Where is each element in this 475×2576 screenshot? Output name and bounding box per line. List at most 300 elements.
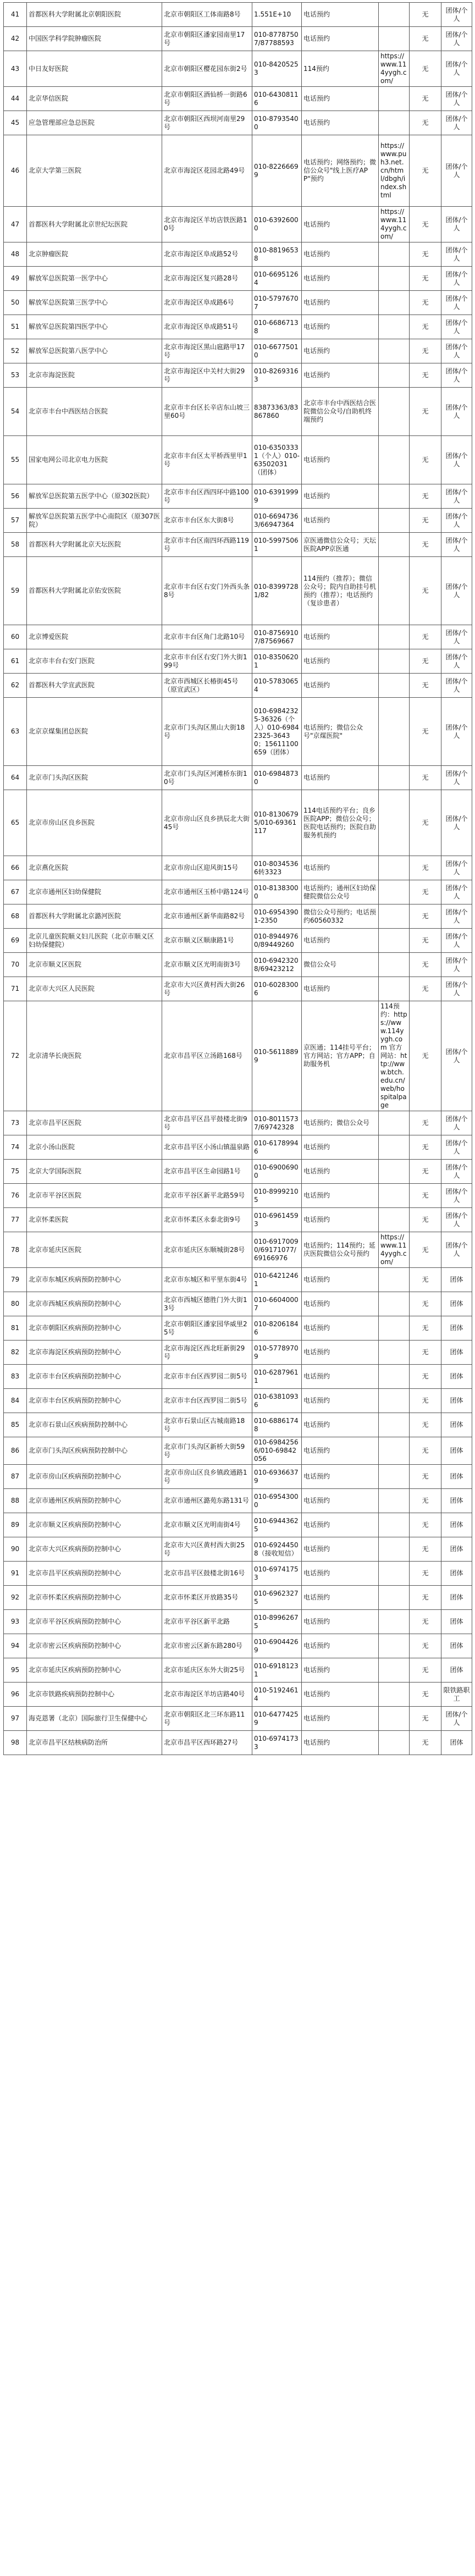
institution-address: 北京市海淀区阜成路6号 xyxy=(162,291,252,315)
booking-method: 电话预约 xyxy=(302,1537,379,1562)
institution-name: 解放军总医院第五医学中心南院区（原307医院） xyxy=(27,509,162,533)
booking-website xyxy=(379,1135,410,1160)
booking-method: 电话预约 xyxy=(302,1184,379,1208)
institution-address: 北京市丰台区太平桥西里甲1号 xyxy=(162,436,252,484)
row-number: 87 xyxy=(4,1465,27,1489)
booking-website xyxy=(379,267,410,291)
service-target: 团体/个人 xyxy=(441,1160,472,1184)
table-row xyxy=(4,87,472,111)
booking-method: 电话预约 xyxy=(302,1465,379,1489)
booking-method: 电话预约 xyxy=(302,87,379,111)
contact-phone: 010-69170090/69171077/69166976 xyxy=(252,1232,302,1268)
service-target: 团体/个人 xyxy=(441,51,472,87)
table-row xyxy=(4,1232,472,1268)
institution-name: 应急管理部应急总医院 xyxy=(27,111,162,135)
institution-address: 北京市昌平区小汤山镇温泉路 xyxy=(162,1135,252,1160)
booking-website xyxy=(379,1731,410,1755)
institution-address: 北京市朝阳区樱花园东街2号 xyxy=(162,51,252,87)
booking-website xyxy=(379,1707,410,1731)
fee-cell: 无 xyxy=(410,1001,441,1111)
fee-cell: 无 xyxy=(410,977,441,1001)
institution-address: 北京市海淀区复兴路28号 xyxy=(162,267,252,291)
booking-website xyxy=(379,1208,410,1232)
fee-cell: 无 xyxy=(410,1537,441,1562)
booking-method: 电话预约 xyxy=(302,977,379,1001)
booking-method: 电话预约；微信公众号"京煤医院" xyxy=(302,698,379,766)
row-number: 52 xyxy=(4,339,27,363)
row-number: 81 xyxy=(4,1316,27,1341)
institution-address: 北京市密云区新东路280号 xyxy=(162,1634,252,1658)
institution-name: 首都医科大学宣武医院 xyxy=(27,674,162,698)
institution-address: 北京市丰台区右安门外西头条8号 xyxy=(162,557,252,625)
row-number: 44 xyxy=(4,87,27,111)
table-row xyxy=(4,929,472,953)
institution-name: 北京市昌平区疾病预防控制中心 xyxy=(27,1562,162,1586)
row-number: 67 xyxy=(4,880,27,904)
fee-cell: 无 xyxy=(410,51,441,87)
service-target: 团体/个人 xyxy=(441,207,472,242)
booking-website xyxy=(379,363,410,388)
institution-address: 北京市怀柔区开放路35号 xyxy=(162,1586,252,1610)
institution-address: 北京市昌平区昌平鼓楼北街9号 xyxy=(162,1111,252,1135)
booking-website xyxy=(379,1489,410,1513)
booking-website xyxy=(379,766,410,790)
booking-method: 电话预约 xyxy=(302,291,379,315)
table-row xyxy=(4,111,472,135)
table-row xyxy=(4,1465,472,1489)
institution-address: 北京市海淀区羊坊店路40号 xyxy=(162,1683,252,1707)
service-target: 团体 xyxy=(441,1586,472,1610)
booking-website xyxy=(379,111,410,135)
table-row xyxy=(4,674,472,698)
table-row xyxy=(4,533,472,557)
institution-name: 北京市怀柔区疾病预防控制中心 xyxy=(27,1586,162,1610)
contact-phone: 010-89449760/89449260 xyxy=(252,929,302,953)
row-number: 84 xyxy=(4,1389,27,1413)
contact-phone: 010-81306795/010-69361117 xyxy=(252,790,302,856)
institution-name: 北京市昌平区结核病防治所 xyxy=(27,1731,162,1755)
institution-name: 北京大学第三医院 xyxy=(27,135,162,207)
institution-name: 北京市平谷区医院 xyxy=(27,1184,162,1208)
table-row xyxy=(4,1610,472,1634)
institution-address: 北京市西城区长椿街45号（原宣武区） xyxy=(162,674,252,698)
booking-website xyxy=(379,880,410,904)
booking-website xyxy=(379,509,410,533)
fee-cell: 无 xyxy=(410,111,441,135)
fee-cell: 无 xyxy=(410,1562,441,1586)
table-row xyxy=(4,1184,472,1208)
institution-address: 北京市丰台区西四环中路100号 xyxy=(162,484,252,509)
institution-name: 北京市丰台区疾病预防控制中心 xyxy=(27,1365,162,1389)
institution-address: 北京市东城区和平里东街4号 xyxy=(162,1268,252,1292)
institution-name: 北京市房山区疾病预防控制中心 xyxy=(27,1465,162,1489)
institution-name: 解放军总医院第三医学中心 xyxy=(27,291,162,315)
fee-cell: 无 xyxy=(410,1586,441,1610)
fee-cell: 无 xyxy=(410,363,441,388)
booking-method: 京医通微信公众号；天坛医院APP京医通 xyxy=(302,533,379,557)
booking-website xyxy=(379,291,410,315)
contact-phone: 010-87787507/87788593 xyxy=(252,27,302,51)
service-target: 团体/个人 xyxy=(441,977,472,1001)
table-row xyxy=(4,1160,472,1184)
institution-address: 北京市海淀区阜成路51号 xyxy=(162,315,252,339)
institution-name: 国家电网公司北京电力医院 xyxy=(27,436,162,484)
contact-phone: 010-61789946 xyxy=(252,1135,302,1160)
booking-method: 电话预约 xyxy=(302,1586,379,1610)
contact-phone: 010-56118899 xyxy=(252,1001,302,1111)
table-row xyxy=(4,3,472,27)
institution-name: 首都医科大学附属北京朝阳医院 xyxy=(27,3,162,27)
row-number: 50 xyxy=(4,291,27,315)
service-target: 团体/个人 xyxy=(441,904,472,929)
fee-cell: 无 xyxy=(410,3,441,27)
institution-name: 北京市海淀区疾病预防控制中心 xyxy=(27,1341,162,1365)
service-target: 团体/个人 xyxy=(441,291,472,315)
service-target: 团体 xyxy=(441,1365,472,1389)
booking-method: 京医通；114挂号平台；官方网站；官方APP；自助服务机 xyxy=(302,1001,379,1111)
table-row xyxy=(4,1489,472,1513)
fee-cell: 无 xyxy=(410,1513,441,1537)
service-target: 团体/个人 xyxy=(441,3,472,27)
booking-method: 北京市丰台中西医结合医院微信公众号/自助机终端预约 xyxy=(302,388,379,436)
booking-website: https://www.114yygh.com/ xyxy=(379,51,410,87)
service-target: 团体 xyxy=(441,1658,472,1683)
row-number: 53 xyxy=(4,363,27,388)
institution-name: 北京博爱医院 xyxy=(27,625,162,649)
service-target: 团体 xyxy=(441,1610,472,1634)
table-row xyxy=(4,856,472,880)
institution-address: 北京市顺义区光明南街4号 xyxy=(162,1513,252,1537)
fee-cell: 无 xyxy=(410,929,441,953)
contact-phone: 010-89992105 xyxy=(252,1184,302,1208)
booking-website xyxy=(379,1184,410,1208)
institution-address: 北京市昌平区西环路27号 xyxy=(162,1731,252,1755)
institution-address: 北京市顺义区顺康路1号 xyxy=(162,929,252,953)
row-number: 56 xyxy=(4,484,27,509)
institution-address: 北京市怀柔区永泰北街9号 xyxy=(162,1208,252,1232)
institution-name: 中日友好医院 xyxy=(27,51,162,87)
service-target: 团体/个人 xyxy=(441,436,472,484)
institution-name: 北京市大兴区人民医院 xyxy=(27,977,162,1001)
contact-phone: 010-82266699 xyxy=(252,135,302,207)
service-target: 团体/个人 xyxy=(441,929,472,953)
row-number: 47 xyxy=(4,207,27,242)
booking-method: 电话预约 xyxy=(302,674,379,698)
fee-cell: 无 xyxy=(410,1160,441,1184)
table-row xyxy=(4,484,472,509)
fee-cell: 无 xyxy=(410,291,441,315)
booking-method: 114电话预约平台；良乡医院APP；微信公众号；医院电话预约；医院自助服务机预约 xyxy=(302,790,379,856)
contact-phone: 010-69623275 xyxy=(252,1586,302,1610)
booking-website xyxy=(379,1341,410,1365)
fee-cell: 无 xyxy=(410,436,441,484)
table-row xyxy=(4,509,472,533)
fee-cell: 无 xyxy=(410,904,441,929)
table-row xyxy=(4,1341,472,1365)
booking-method: 114预约（推荐）；微信公众号；院内自助挂号机预约（推荐）；电话预约（复诊患者） xyxy=(302,557,379,625)
row-number: 89 xyxy=(4,1513,27,1537)
fee-cell: 无 xyxy=(410,1365,441,1389)
booking-method: 电话预约 xyxy=(302,766,379,790)
institution-address: 北京市丰台区西罗园二街5号 xyxy=(162,1389,252,1413)
booking-method: 电话预约 xyxy=(302,436,379,484)
row-number: 72 xyxy=(4,1001,27,1111)
service-target: 团体 xyxy=(441,1634,472,1658)
row-number: 58 xyxy=(4,533,27,557)
booking-method: 电话预约 xyxy=(302,856,379,880)
row-number: 63 xyxy=(4,698,27,766)
table-row xyxy=(4,242,472,267)
booking-website xyxy=(379,790,410,856)
institution-name: 解放军总医院第一医学中心 xyxy=(27,267,162,291)
table-row xyxy=(4,436,472,484)
institution-name: 北京清华长庚医院 xyxy=(27,1001,162,1111)
contact-phone: 010-82061846 xyxy=(252,1316,302,1341)
service-target: 团体/个人 xyxy=(441,557,472,625)
booking-method: 电话预约 xyxy=(302,1268,379,1292)
institution-name: 北京市海淀医院 xyxy=(27,363,162,388)
booking-website xyxy=(379,87,410,111)
booking-website xyxy=(379,1268,410,1292)
service-target: 团体/个人 xyxy=(441,856,472,880)
institution-address: 北京市丰台区南四环西路119号 xyxy=(162,533,252,557)
service-target: 限铁路职工 xyxy=(441,1683,472,1707)
service-target: 团体 xyxy=(441,1731,472,1755)
service-target: 团体/个人 xyxy=(441,790,472,856)
institution-name: 北京市通州区疾病预防控制中心 xyxy=(27,1489,162,1513)
service-target: 团体 xyxy=(441,1268,472,1292)
table-row xyxy=(4,1537,472,1562)
institution-address: 北京市海淀区花园北路49号 xyxy=(162,135,252,207)
contact-phone: 010-80115737/69742328 xyxy=(252,1111,302,1135)
service-target: 团体/个人 xyxy=(441,1208,472,1232)
booking-website xyxy=(379,1437,410,1465)
row-number: 88 xyxy=(4,1489,27,1513)
booking-website xyxy=(379,904,410,929)
row-number: 68 xyxy=(4,904,27,929)
institution-name: 首都医科大学附属北京世纪坛医院 xyxy=(27,207,162,242)
institution-name: 北京市通州区妇幼保健院 xyxy=(27,880,162,904)
contact-phone: 010-57976707 xyxy=(252,291,302,315)
institution-name: 北京儿童医院顺义妇儿医院（北京市顺义区妇幼保健院） xyxy=(27,929,162,953)
table-row xyxy=(4,625,472,649)
institution-name: 解放军总医院第四医学中心 xyxy=(27,315,162,339)
row-number: 55 xyxy=(4,436,27,484)
service-target: 团体 xyxy=(441,1341,472,1365)
institution-name: 北京市丰台中西医结合医院 xyxy=(27,388,162,436)
institution-address: 北京市房山区良乡镇政通路1号 xyxy=(162,1465,252,1489)
service-target: 团体/个人 xyxy=(441,674,472,698)
fee-cell: 无 xyxy=(410,484,441,509)
booking-method: 电话预约 xyxy=(302,1683,379,1707)
service-target: 团体/个人 xyxy=(441,1001,472,1111)
fee-cell: 无 xyxy=(410,1232,441,1268)
booking-website xyxy=(379,27,410,51)
row-number: 75 xyxy=(4,1160,27,1184)
institution-address: 北京市平谷区新平北路 xyxy=(162,1610,252,1634)
booking-method: 电话预约 xyxy=(302,1437,379,1465)
institution-name: 北京市门头沟区医院 xyxy=(27,766,162,790)
institution-address: 北京市门头沟区河滩桥东街10号 xyxy=(162,766,252,790)
fee-cell: 无 xyxy=(410,1184,441,1208)
contact-phone: 010-69842566/010-69842056 xyxy=(252,1437,302,1465)
fee-cell: 无 xyxy=(410,1413,441,1437)
institution-name: 首都医科大学附属北京天坛医院 xyxy=(27,533,162,557)
table-row xyxy=(4,1437,472,1465)
service-target: 团体 xyxy=(441,1489,472,1513)
fee-cell: 无 xyxy=(410,1610,441,1634)
contact-phone: 010-69423208/69423212 xyxy=(252,953,302,977)
booking-method: 电话预约 xyxy=(302,1160,379,1184)
contact-phone: 010-87935400 xyxy=(252,111,302,135)
contact-phone: 010-69741753 xyxy=(252,1562,302,1586)
contact-phone: 010-68861748 xyxy=(252,1413,302,1437)
table-row xyxy=(4,291,472,315)
institution-address: 北京市门头沟区新桥大街59号 xyxy=(162,1437,252,1465)
institution-address: 北京市丰台区右安门外大街199号 xyxy=(162,649,252,674)
contact-phone: 010-69543901-2350 xyxy=(252,904,302,929)
contact-phone: 010-64308116 xyxy=(252,87,302,111)
service-target: 团体/个人 xyxy=(441,484,472,509)
table-row xyxy=(4,1316,472,1341)
contact-phone: 010-81383000 xyxy=(252,880,302,904)
service-target: 团体 xyxy=(441,1513,472,1537)
contact-phone: 010-69244508（接收短信） xyxy=(252,1537,302,1562)
row-number: 93 xyxy=(4,1610,27,1634)
institution-address: 北京市延庆区东外大街25号 xyxy=(162,1658,252,1683)
service-target: 团体 xyxy=(441,1413,472,1437)
institution-name: 北京市顺义区医院 xyxy=(27,953,162,977)
booking-method: 电话预约；通州区妇幼保健院微信公众号 xyxy=(302,880,379,904)
row-number: 98 xyxy=(4,1731,27,1755)
booking-website xyxy=(379,1160,410,1184)
table-row xyxy=(4,339,472,363)
institution-address: 北京市海淀区西北旺新街29号 xyxy=(162,1341,252,1365)
fee-cell: 无 xyxy=(410,1341,441,1365)
service-target: 团体/个人 xyxy=(441,111,472,135)
contact-phone: 010-69848730 xyxy=(252,766,302,790)
booking-method: 电话预约 xyxy=(302,649,379,674)
row-number: 73 xyxy=(4,1111,27,1135)
institution-address: 北京市顺义区光明南街3号 xyxy=(162,953,252,977)
table-row xyxy=(4,977,472,1001)
booking-method: 电话预约 xyxy=(302,929,379,953)
institution-name: 北京怀柔医院 xyxy=(27,1208,162,1232)
fee-cell: 无 xyxy=(410,242,441,267)
booking-website xyxy=(379,1634,410,1658)
institution-address: 北京市朝阳区北三环东路11号 xyxy=(162,1707,252,1731)
fee-cell: 无 xyxy=(410,315,441,339)
row-number: 60 xyxy=(4,625,27,649)
booking-website xyxy=(379,625,410,649)
booking-method: 电话预约 xyxy=(302,1562,379,1586)
row-number: 78 xyxy=(4,1232,27,1268)
contact-phone: 010-89962675 xyxy=(252,1610,302,1634)
institution-name: 北京市延庆区疾病预防控制中心 xyxy=(27,1658,162,1683)
contact-phone: 010-69741733 xyxy=(252,1731,302,1755)
service-target: 团体/个人 xyxy=(441,315,472,339)
booking-website xyxy=(379,953,410,977)
booking-method: 电话预约 xyxy=(302,363,379,388)
booking-method: 电话预约 xyxy=(302,1707,379,1731)
institution-address: 北京市海淀区阜成路52号 xyxy=(162,242,252,267)
institution-address: 北京市房山区迎风街15号 xyxy=(162,856,252,880)
booking-method: 电话预约 xyxy=(302,1610,379,1634)
table-row xyxy=(4,1413,472,1437)
row-number: 43 xyxy=(4,51,27,87)
institution-address: 北京市大兴区黄村西大街26号 xyxy=(162,977,252,1001)
service-target: 团体 xyxy=(441,1465,472,1489)
fee-cell: 无 xyxy=(410,267,441,291)
table-row xyxy=(4,51,472,87)
service-target: 团体/个人 xyxy=(441,135,472,207)
contact-phone: 010-62879611 xyxy=(252,1365,302,1389)
table-row xyxy=(4,1389,472,1413)
booking-website xyxy=(379,1513,410,1537)
service-target: 团体/个人 xyxy=(441,27,472,51)
fee-cell: 无 xyxy=(410,1437,441,1465)
service-target: 团体 xyxy=(441,1437,472,1465)
institution-address: 北京市昌平区立汤路168号 xyxy=(162,1001,252,1111)
booking-method: 电话预约 xyxy=(302,1513,379,1537)
contact-phone: 010-66040007 xyxy=(252,1292,302,1316)
service-target: 团体/个人 xyxy=(441,1111,472,1135)
row-number: 77 xyxy=(4,1208,27,1232)
table-row xyxy=(4,1208,472,1232)
fee-cell: 无 xyxy=(410,1389,441,1413)
contact-phone: 010-83506201 xyxy=(252,649,302,674)
table-row xyxy=(4,1658,472,1683)
booking-method: 电话预约 xyxy=(302,625,379,649)
table-row xyxy=(4,315,472,339)
row-number: 42 xyxy=(4,27,27,51)
table-row xyxy=(4,904,472,929)
booking-method: 114预约 xyxy=(302,51,379,87)
booking-website xyxy=(379,388,410,436)
booking-website xyxy=(379,1683,410,1707)
booking-website xyxy=(379,484,410,509)
service-target: 团体 xyxy=(441,1562,472,1586)
booking-method: 电话预约 xyxy=(302,1135,379,1160)
booking-website: https://www.114yygh.com/ xyxy=(379,1232,410,1268)
fee-cell: 无 xyxy=(410,1683,441,1707)
institution-address: 北京市海淀区黑山扈路甲17号 xyxy=(162,339,252,363)
institution-address: 北京市丰台区东大街8号 xyxy=(162,509,252,533)
booking-website xyxy=(379,856,410,880)
institution-address: 北京市大兴区黄村西大街25号 xyxy=(162,1537,252,1562)
institution-address: 北京市延庆区东顺城街28号 xyxy=(162,1232,252,1268)
booking-website xyxy=(379,1586,410,1610)
booking-website xyxy=(379,1389,410,1413)
institution-address: 北京市海淀区羊坊店铁医路10号 xyxy=(162,207,252,242)
booking-website xyxy=(379,557,410,625)
booking-website xyxy=(379,339,410,363)
booking-method: 电话预约 xyxy=(302,339,379,363)
row-number: 54 xyxy=(4,388,27,436)
contact-phone: 010-63503331（个人）010-63502031（团体） xyxy=(252,436,302,484)
contact-phone: 83873363/83867860 xyxy=(252,388,302,436)
institution-name: 解放军总医院第五医学中心（原302医院） xyxy=(27,484,162,509)
table-row xyxy=(4,1292,472,1316)
row-number: 62 xyxy=(4,674,27,698)
table-row xyxy=(4,1513,472,1537)
institution-address: 北京市西城区德胜门外大街13号 xyxy=(162,1292,252,1316)
service-target: 团体/个人 xyxy=(441,242,472,267)
contact-phone: 010-57830654 xyxy=(252,674,302,698)
institution-address: 北京市丰台区长辛店东山坡三里60号 xyxy=(162,388,252,436)
row-number: 48 xyxy=(4,242,27,267)
row-number: 74 xyxy=(4,1135,27,1160)
